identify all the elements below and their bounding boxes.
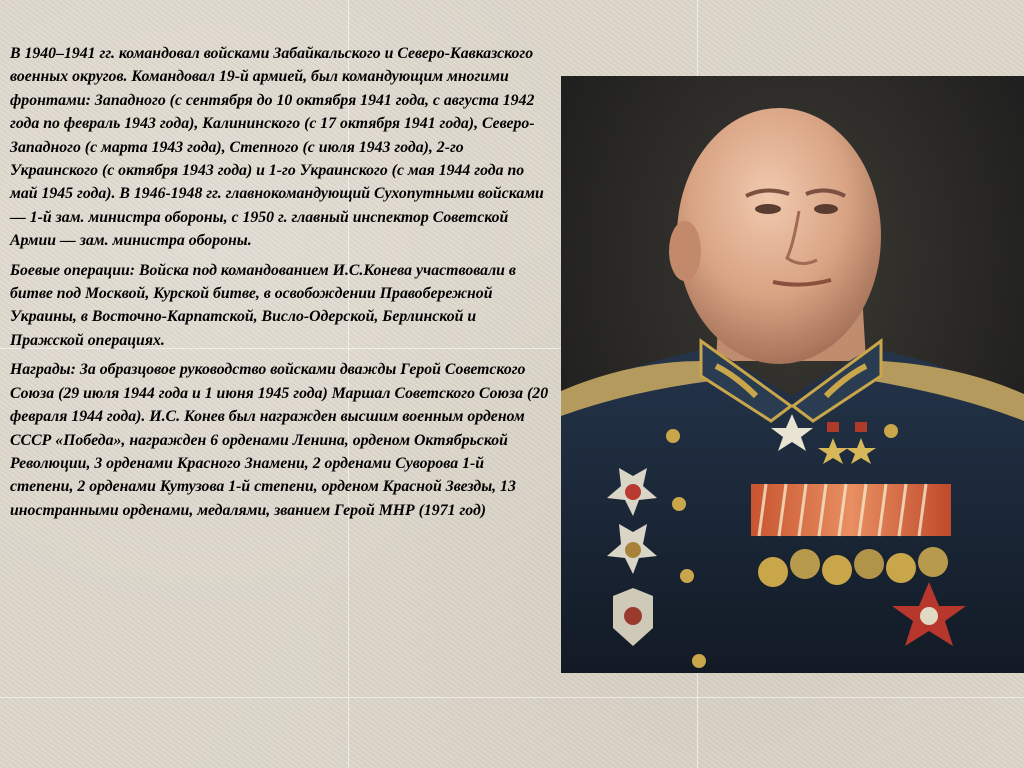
portrait-illustration bbox=[561, 76, 1024, 673]
medal-icon bbox=[790, 549, 820, 579]
uniform-button bbox=[666, 429, 680, 443]
uniform-button bbox=[672, 497, 686, 511]
paragraph-career: В 1940–1941 гг. командовал войсками Забайкальского и Северо-Кавказского военных округов. Командовал 19-й армией, был командующим многими фронтами: Западного (с сентября до 10 октября 1941 года, с августа 1942 года по февраль 1943 года), Калининского (с 17 октября 1941 года), Северо-Западного (с марта 1943 года), Степного (с июля 1943 года), 2-го Украинского (с октября 1943 года) и 1-го Украинского (с мая 1944 года по май 1945 года). В 1946-1948 гг. главнокомандующий Сухопутными войсками — 1-й зам. министра обороны, с 1950 г. главный инспектор Советской Армии — зам. министра обороны. bbox=[10, 45, 544, 250]
medal-icon bbox=[822, 555, 852, 585]
head bbox=[677, 108, 881, 364]
medal-icon bbox=[758, 557, 788, 587]
medal-icon bbox=[918, 547, 948, 577]
marshal-portrait-image bbox=[561, 76, 1024, 673]
ear bbox=[669, 221, 701, 281]
medal-icon bbox=[854, 549, 884, 579]
tile-seam bbox=[0, 697, 1024, 698]
paragraph-operations: Боевые операции: Войска под командованием И.С.Конева участвовали в битве под Москвой, Курской битве, в освобождении Правобережной Украины, в Восточно-Карпатской, Висло-Одерской, Берлинской и Пражской операциях. bbox=[10, 261, 516, 349]
uniform-button bbox=[692, 654, 706, 668]
paragraph-awards: Награды: За образцовое руководство войсками дважды Герой Советского Союза (29 июля 1944 года и 1 июня 1945 года) Маршал Советского Союза (20 февраля 1944 года). И.С. Конев был награжден высшим военным орденом СССР «Победа», награжден 6 орденами Ленина, орденом Октябрьской Революции, 3 орденами Красного Знамени, 2 орденами Суворова 1-й степени, 2 орденами Кутузова 1-й степени, орденом Красной Звезды, 13 иностранными орденами, медалями, званием Герой МНР (1971 год) bbox=[10, 361, 549, 519]
uniform-button bbox=[680, 569, 694, 583]
biography-text bbox=[10, 42, 550, 528]
medal-icon bbox=[886, 553, 916, 583]
uniform-button bbox=[884, 424, 898, 438]
